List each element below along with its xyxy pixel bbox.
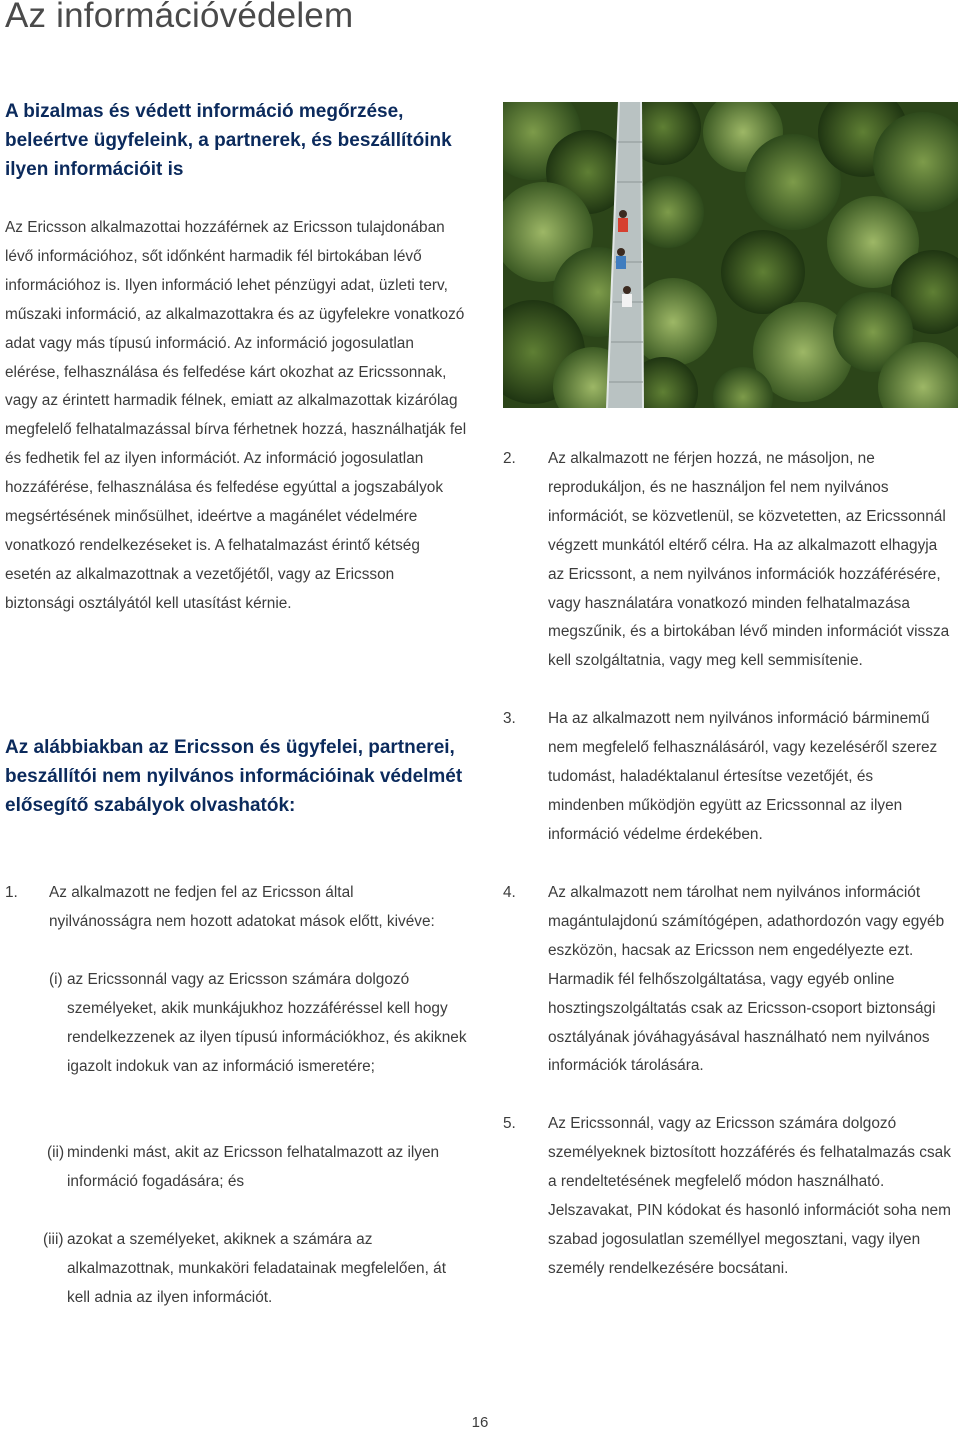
rule-number: 2.: [503, 450, 516, 467]
sub-item-text: mindenki mást, akit az Ericsson felhatalmazott az ilyen információ fogadására; és: [67, 1144, 440, 1190]
rule-number: 5.: [503, 1115, 516, 1132]
sub-item-marker: (iii): [43, 1231, 64, 1248]
sub-item-text: azokat a személyeket, akiknek a számára az alkalmazottnak, munkaköri feladatainak megfelelően, át kell adnia az ilyen információt.: [67, 1231, 446, 1306]
rule-text: Ha az alkalmazott nem nyilvános információ bárminemű nem megfelelő felhasználásáról, vagy kezeléséről szerez tudomást, haladéktalanul értesítse vezetőjét, és mindenben működjön együtt az Ericssonnal az ilyen információ védelme érdekében.: [548, 710, 938, 843]
sub-item-marker: (i): [49, 971, 63, 988]
section-heading-2: Az alábbiakban az Ericsson és ügyfelei, partnerei, beszállítói nem nyilvános információinak védelmét elősegítő szabályok olvashatók:: [5, 737, 463, 816]
section-heading-1: A bizalmas és védett információ megőrzése, beleértve ügyfeleink, a partnerek, és beszállítóink ilyen információit is: [5, 101, 452, 180]
canopy-walkway-photo: [503, 102, 958, 408]
intro-paragraph: Az Ericsson alkalmazottai hozzáférnek az Ericsson tulajdonában lévő információhoz, sőt időnként harmadik fél birtokában lévő információhoz is. Ilyen információ lehet pénzügyi adat, üzleti terv, műszaki információ, az alkalmazottakra és az ügyfelekre vonatkozó adat vagy más típusú információ. Az információ jogosulatlan elérése, felhasználása és felfedése kárt okozhat az Ericssonnak, vagy az érintett harmadik félnek, emiatt az alkalmazottak kizárólag megfelelő felhatalmazással bírva férhetnek hozzá, használhatják fel és fedhetik fel az ilyen információt. Az információ jogosulatlan hozzáférése, felhasználása és felfedése egyúttal a jogszabályok megsértésének minősülhet, ideértve a magánélet védelmére vonatkozó rendelkezéseket is. A felhatalmazást érintő kétség esetén az alkalmazottnak a vezetőjétől, vagy az Ericsson biztonsági osztályától kell utasítást kérnie.: [5, 219, 467, 612]
page-title: Az információvédelem: [5, 0, 354, 35]
rule-number: 1.: [5, 884, 18, 901]
rule-number: 4.: [503, 884, 516, 901]
rule-text: Az Ericssonnál, vagy az Ericsson számára dolgozó személyeknek biztosított hozzáférés és felhatalmazás csak a rendeltetésének megfelelő módon használható. Jelszavakat, PIN kódokat és hasonló információt soha nem szabad jogosulatlan személlyel megosztani, vagy ilyen személy rendelkezésére bocsátani.: [548, 1115, 951, 1277]
page-number: 16: [471, 1414, 489, 1431]
rule-text: Az alkalmazott ne fedjen fel az Ericsson által nyilvánosságra nem hozott adatokat mások előtt, kivéve:: [49, 884, 435, 930]
rule-text: Az alkalmazott ne férjen hozzá, ne másoljon, ne reprodukáljon, és ne használjon fel nem nyilvános információt, se közvetlenül, se közvetetten, az Ericssonnál végzett munkától eltérő célra. Ha az alkalmazott elhagyja az Ericssont, a nem nyilvános információk hozzáférésére, vagy használatára vonatkozó minden felhatalmazása megszűnik, és a birtokában lévő minden információt vissza kell szolgáltatnia, vagy meg kell semmisítenie.: [548, 450, 950, 670]
rule-text: Az alkalmazott nem tárolhat nem nyilvános információt magántulajdonú számítógépen, adathordozón vagy egyéb eszközön, hacsak az Ericsson nem engedélyezte ezt. Harmadik fél felhőszolgáltatása, vagy egyéb online hosztingszolgáltatás csak az Ericsson-csoport biztonsági osztályának jóváhagyásával használható nem nyilvános információk tárolására.: [548, 884, 945, 1075]
sub-item-text: az Ericssonnál vagy az Ericsson számára dolgozó személyeket, akik munkájukhoz hozzáféréssel kell hogy rendelkezzenek az ilyen típusú információkhoz, és akiknek igazolt indokuk van az információ ismeretére;: [67, 971, 467, 1075]
sub-item-marker: (ii): [47, 1144, 65, 1161]
rule-number: 3.: [503, 710, 516, 727]
